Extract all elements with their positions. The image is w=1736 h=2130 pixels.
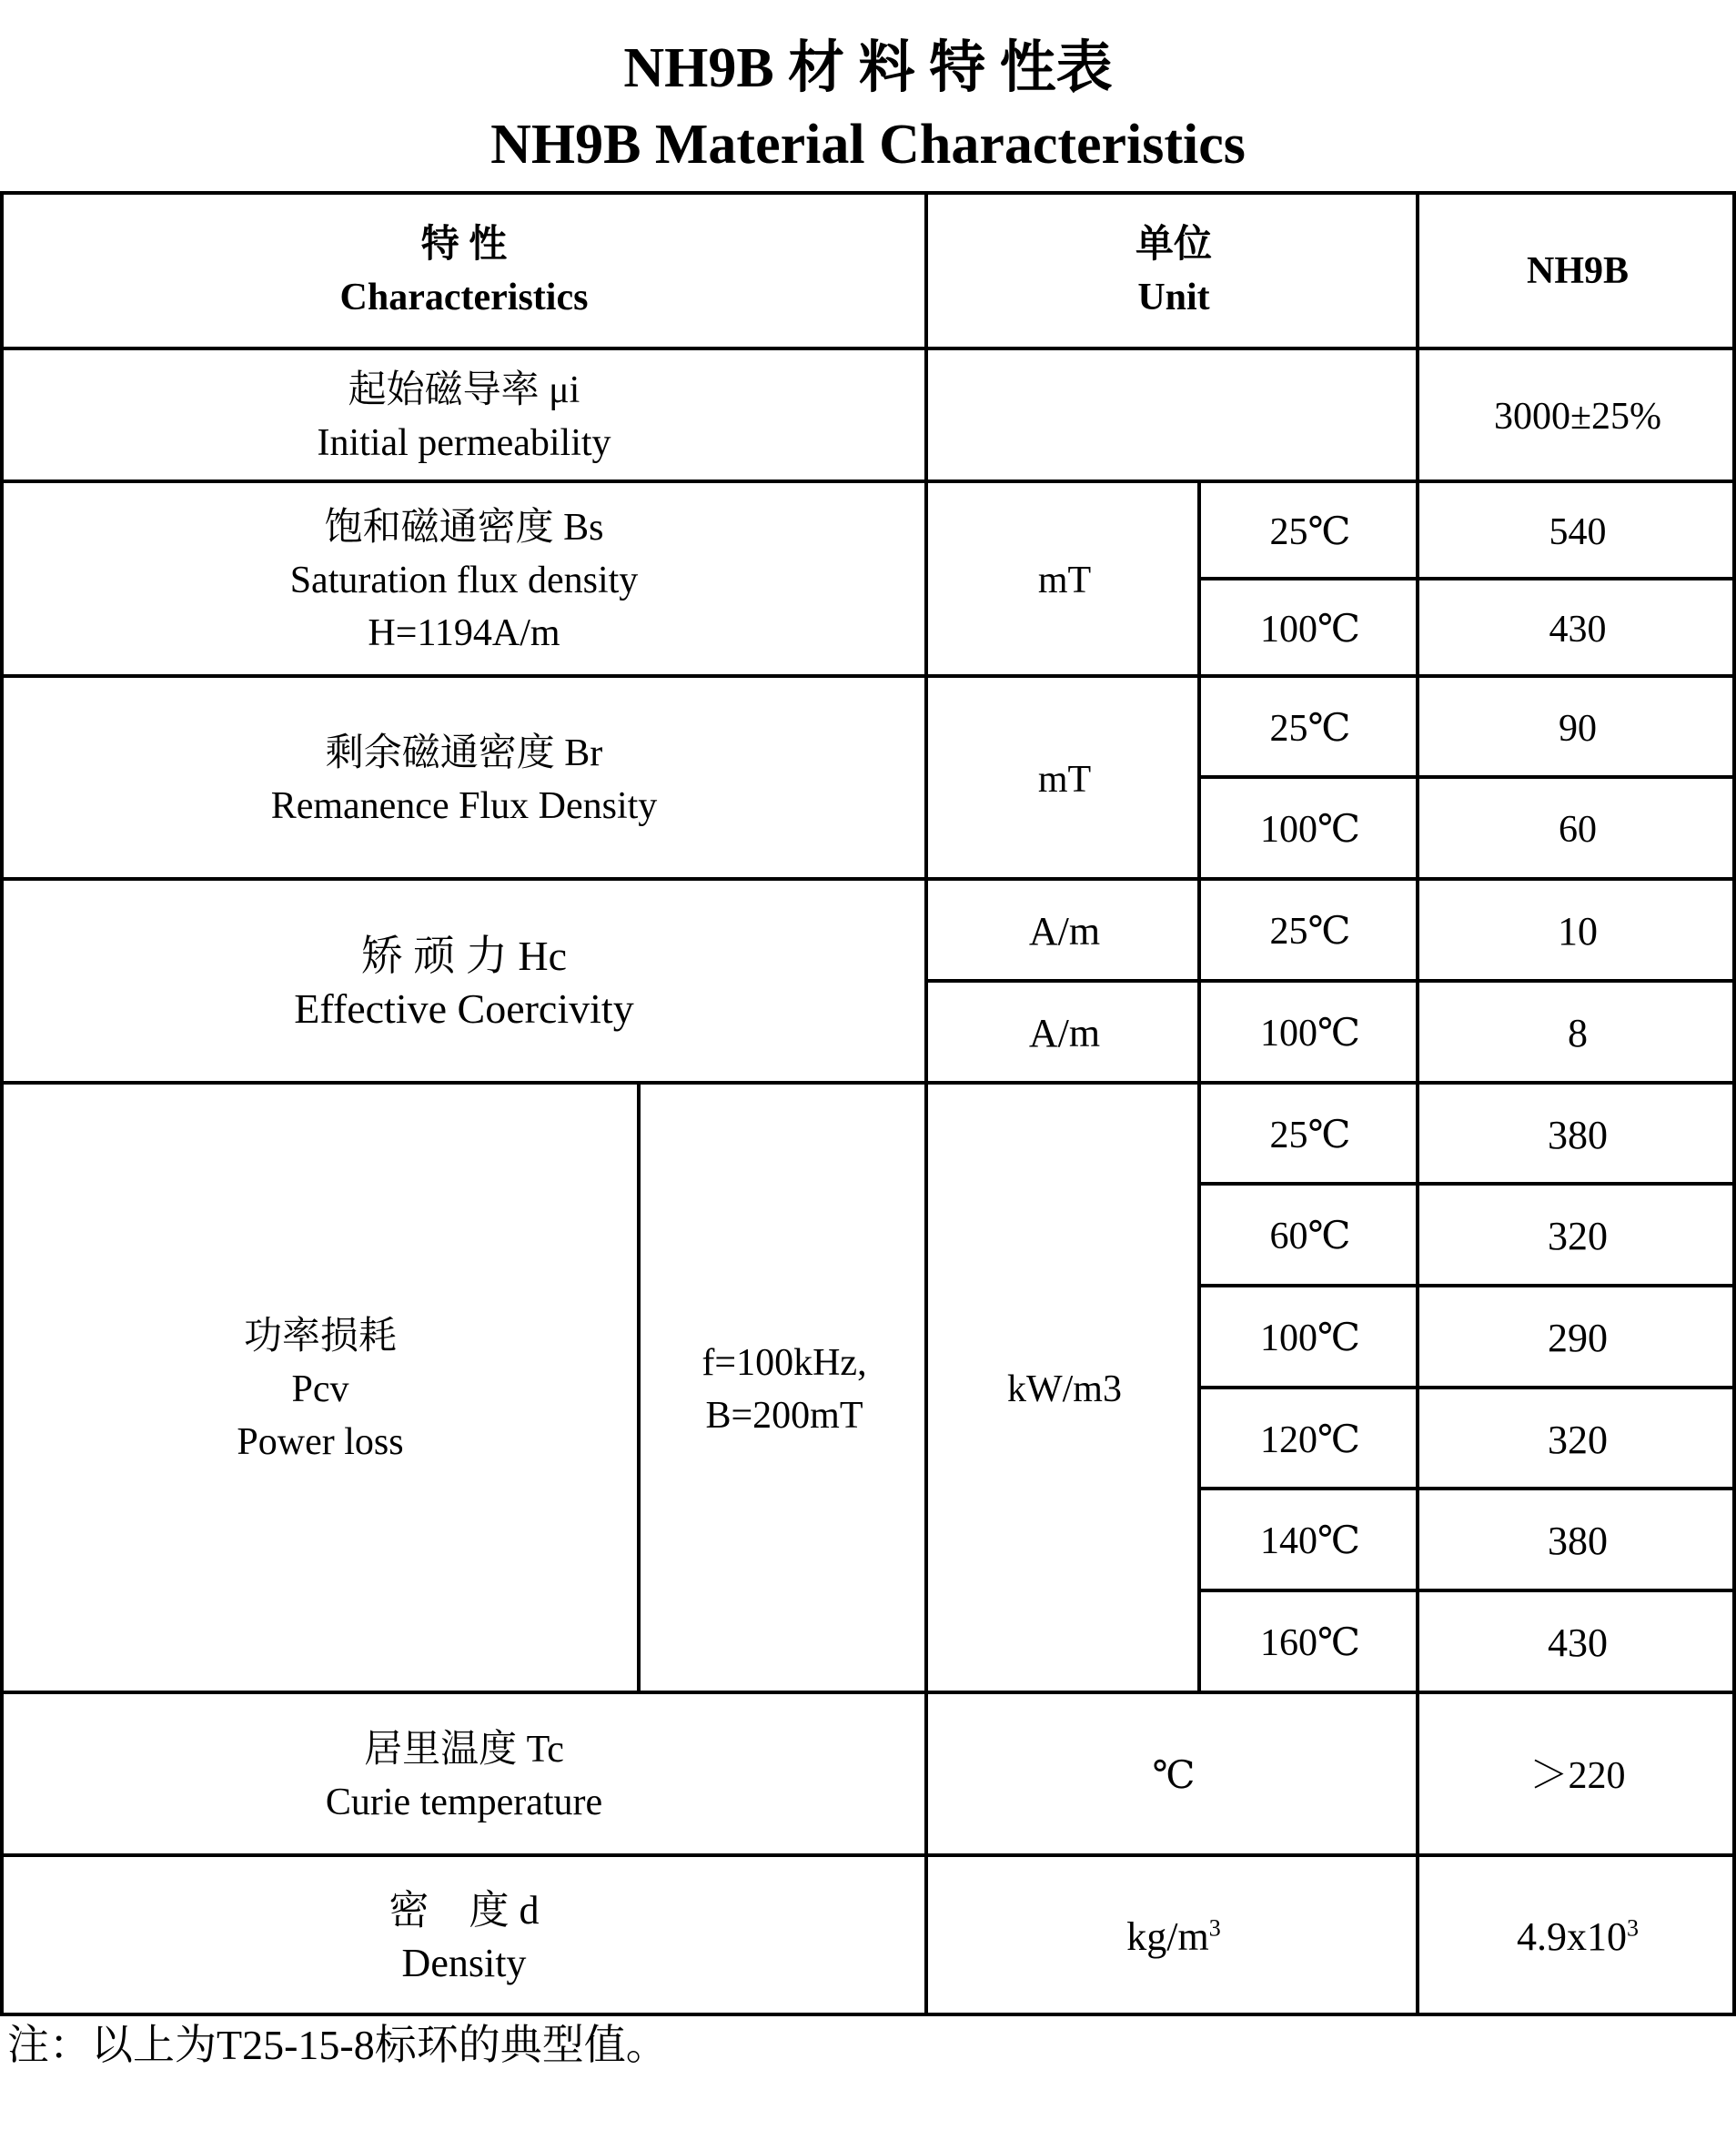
- footnote: 注：以上为T25-15-8标环的典型值。: [7, 2022, 668, 2068]
- hc-value: 10: [1558, 909, 1598, 954]
- header-characteristics: [0, 191, 928, 350]
- hc-name: [0, 881, 928, 1085]
- pcv-unit: kW/m3: [1007, 1368, 1122, 1410]
- density-unit-text: [1126, 1911, 1220, 1963]
- curie-name-en: Curie temperature: [325, 1781, 603, 1823]
- pcv-value: 320: [1548, 1417, 1608, 1462]
- pcv-temp: 140℃: [1260, 1520, 1360, 1562]
- bs-name-cn: 饱和磁通密度 Bs: [324, 507, 604, 549]
- br-name-cn: 剩余磁通密度 Br: [325, 732, 603, 774]
- bs-value: 540: [1549, 510, 1607, 553]
- pcv-name: [0, 1085, 641, 1694]
- pcv-temp: 25℃: [1269, 1114, 1351, 1156]
- pcv-name-symbol: Pcv: [291, 1368, 349, 1410]
- curie-value: ＞220: [1529, 1754, 1626, 1797]
- br-name: [0, 678, 928, 881]
- bs-temp: 25℃: [1269, 510, 1351, 553]
- pcv-name-en: Power loss: [237, 1421, 404, 1463]
- pcv-temp: 120℃: [1260, 1418, 1360, 1461]
- pcv-value: 380: [1548, 1519, 1608, 1563]
- density-value-exponent: 3: [1627, 1913, 1639, 1941]
- permeability-name-en: Initial permeability: [317, 422, 611, 464]
- header-unit: [928, 191, 1419, 350]
- permeability-name: [0, 350, 928, 483]
- density-value-text: [1517, 1911, 1639, 1963]
- header-unit-cn: 单位: [1135, 223, 1212, 266]
- pcv-condition-frequency: f=100kHz,: [701, 1342, 867, 1384]
- permeability-value: 3000±25%: [1493, 396, 1662, 438]
- header-characteristics-en: Characteristics: [339, 276, 589, 318]
- hc-name-cn: 矫 顽 力 Hc: [360, 933, 568, 979]
- br-temp: 100℃: [1260, 809, 1360, 851]
- header-material-label: NH9B: [1526, 249, 1629, 292]
- characteristics-table: [0, 191, 1736, 2016]
- pcv-temp: 60℃: [1269, 1216, 1351, 1257]
- pcv-condition-flux: B=200mT: [705, 1395, 863, 1437]
- title-english: NH9B Material Characteristics: [490, 114, 1246, 176]
- hc-value: 8: [1568, 1011, 1588, 1055]
- permeability-name-cn: 起始磁导率 μi: [348, 369, 580, 411]
- hc-temp: 25℃: [1269, 911, 1351, 953]
- br-unit: mT: [1037, 758, 1092, 801]
- bs-temp: 100℃: [1260, 608, 1360, 651]
- pcv-temp: 160℃: [1260, 1622, 1360, 1664]
- pcv-value: 320: [1548, 1214, 1608, 1258]
- curie-name: [0, 1694, 928, 1857]
- bs-name-en: Saturation flux density: [289, 560, 639, 601]
- bs-condition: H=1194A/m: [368, 612, 560, 654]
- pcv-name-cn: 功率损耗: [243, 1316, 397, 1358]
- density-name: [0, 1857, 928, 2016]
- title-chinese: NH9B 材 料 特 性表: [623, 37, 1113, 99]
- pcv-condition: [641, 1085, 928, 1694]
- header-unit-en: Unit: [1137, 276, 1210, 318]
- hc-name-en: Effective Coercivity: [294, 985, 634, 1032]
- pcv-temp: 100℃: [1260, 1317, 1360, 1359]
- density-value-base: 4.9x10: [1517, 1913, 1627, 1959]
- header-characteristics-cn: 特 性: [420, 223, 508, 266]
- pcv-value: 430: [1548, 1620, 1608, 1665]
- br-temp: 25℃: [1269, 707, 1351, 750]
- br-value: 90: [1559, 707, 1597, 750]
- curie-name-cn: 居里温度 Tc: [364, 1728, 564, 1771]
- hc-temp: 100℃: [1260, 1013, 1360, 1055]
- br-value: 60: [1559, 809, 1597, 851]
- bs-name: [0, 483, 928, 678]
- bs-value: 430: [1549, 608, 1607, 651]
- density-name-cn: 密 度 d: [389, 1887, 540, 1933]
- pcv-value: 380: [1548, 1112, 1608, 1157]
- density-unit-base: kg/m: [1126, 1913, 1209, 1959]
- hc-unit: A/m: [1028, 909, 1101, 954]
- br-name-en: Remanence Flux Density: [270, 784, 658, 827]
- density-value: [1419, 1857, 1736, 2016]
- density-name-en: Density: [401, 1940, 527, 1985]
- density-unit-exponent: 3: [1208, 1913, 1221, 1941]
- pcv-value: 290: [1548, 1316, 1608, 1360]
- bs-unit: mT: [1037, 560, 1092, 601]
- header-material: [1419, 191, 1736, 350]
- density-unit: [928, 1857, 1419, 2016]
- hc-unit: A/m: [1028, 1011, 1101, 1055]
- curie-unit: ℃: [1152, 1754, 1196, 1797]
